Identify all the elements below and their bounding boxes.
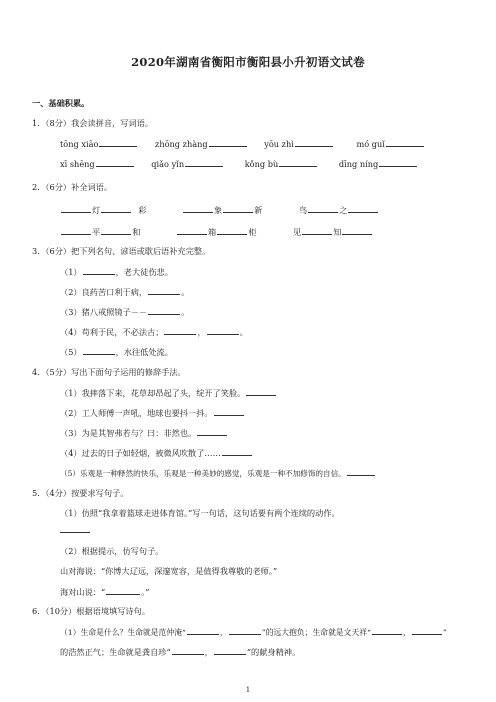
pinyin: mó guǐ — [356, 139, 385, 149]
idiom-char: 新 — [254, 205, 263, 215]
item-text: ， — [403, 628, 411, 637]
answer-blank[interactable] — [83, 346, 115, 355]
question-1-stem: 1．（8分）我会读拼音，写词语。 — [32, 118, 153, 128]
idiom-char: 柜 — [248, 227, 257, 237]
section-heading: 一、基础积累。 — [32, 98, 90, 108]
rewrite-item-1: （1）仿照“我拿着篮球走进体育馆。”写一句话，这句话要有两个连续的动作。 — [60, 508, 340, 518]
pinyin: zhōng zhàng — [155, 139, 208, 149]
idiom-char: 箱 — [208, 227, 217, 237]
answer-blank[interactable] — [61, 226, 91, 235]
pinyin: yōu zhì — [264, 139, 294, 149]
pinyin: dīng níng — [338, 159, 379, 169]
item-label: （5） — [60, 347, 82, 357]
answer-blank[interactable] — [386, 138, 424, 147]
answer-blank[interactable] — [164, 326, 196, 335]
answer-blank[interactable] — [83, 266, 115, 275]
rewrite-prompt — [60, 586, 149, 597]
answer-blank[interactable] — [347, 467, 375, 476]
idiom-char: 平 — [92, 227, 101, 237]
answer-blank[interactable] — [222, 447, 252, 456]
answer-blank[interactable] — [187, 626, 219, 635]
question-5-stem: 5．（4分）按要求写句子。 — [32, 488, 129, 498]
answer-blank[interactable] — [61, 204, 91, 213]
answer-blank[interactable] — [379, 158, 417, 167]
item-text: 海对山说：“ — [60, 587, 106, 597]
answer-blank[interactable] — [209, 138, 247, 147]
item-text: 。 — [181, 287, 190, 297]
answer-blank[interactable] — [342, 226, 372, 235]
answer-blank[interactable] — [197, 427, 227, 436]
item-text: ”的远大抱负；生命就是文天祥“ — [261, 628, 372, 637]
answer-blank[interactable] — [223, 204, 253, 213]
answer-blank[interactable] — [106, 586, 140, 595]
idiom-char: 见 — [293, 227, 302, 237]
answer-blank[interactable] — [177, 226, 207, 235]
item-label: （3）猪八戒照镜子－－ — [60, 307, 148, 317]
quote-item-4 — [60, 326, 248, 337]
answer-blank[interactable] — [99, 138, 137, 147]
pinyin-row-2 — [60, 158, 418, 169]
answer-blank[interactable] — [214, 646, 246, 655]
item-text: ，水往低处流。 — [115, 347, 173, 357]
answer-blank[interactable] — [60, 524, 90, 533]
idiom-char: 知 — [333, 227, 342, 237]
idiom-char: 象 — [214, 205, 223, 215]
item-text: ， — [204, 647, 213, 657]
question-2-stem: 2．（6分）补全词语。 — [32, 182, 113, 192]
rhetoric-item-3 — [60, 427, 228, 438]
item-text: （4）过去的日子如轻烟，被微风吹散了…… — [60, 448, 221, 458]
answer-blank[interactable] — [302, 226, 332, 235]
item-text: （2）工人师傅一声吼，地球也要抖一抖。 — [60, 408, 213, 418]
rhetoric-item-1 — [60, 387, 277, 398]
item-label: （4）苟利于民，不必法古； — [60, 327, 164, 337]
idiom-char: 和 — [132, 227, 141, 237]
answer-blank[interactable] — [96, 158, 134, 167]
answer-blank[interactable] — [148, 306, 180, 315]
item-text: ”的献身精神。 — [246, 647, 301, 657]
page-title: 2020年湖南省衡阳市衡阳县小升初语文试卷 — [131, 55, 365, 69]
item-text: 。 — [181, 307, 190, 317]
question-3-stem: 3．（6分）把下列名句、谚语或歇后语补充完整。 — [32, 246, 211, 256]
idiom-char: 之 — [339, 205, 348, 215]
answer-blank[interactable] — [172, 646, 204, 655]
answer-blank[interactable] — [229, 626, 261, 635]
answer-blank[interactable] — [308, 204, 338, 213]
answer-blank[interactable] — [185, 158, 223, 167]
item-text: （1）生命是什么？生命就是范仲淹“ — [60, 628, 186, 637]
item-text: 。 — [239, 327, 248, 337]
answer-blank[interactable] — [217, 226, 247, 235]
item-text: 。” — [141, 587, 150, 597]
answer-blank[interactable] — [101, 204, 131, 213]
pinyin: qiǎo yǐn — [151, 159, 185, 169]
page-number: 1 — [245, 686, 251, 694]
idiom-char: 灯 — [92, 205, 101, 215]
rewrite-blank-line — [60, 524, 90, 535]
item-label: （1） — [60, 267, 82, 277]
answer-blank[interactable] — [101, 226, 131, 235]
poem-line-2 — [60, 646, 300, 657]
item-text: ，老大徒伤悲。 — [115, 267, 173, 277]
example-sentence: 山对海说：“你博大辽远，深邃宽容，是值得我尊敬的老师。” — [60, 566, 278, 576]
rhetoric-item-5 — [60, 467, 376, 479]
answer-blank[interactable] — [207, 326, 239, 335]
pinyin-row-1 — [60, 138, 425, 149]
item-label: （2）良药苦口利于病， — [60, 287, 148, 297]
quote-item-5 — [60, 346, 173, 357]
idiom-char: 彩 — [138, 205, 147, 215]
poem-line-1 — [60, 626, 447, 638]
question-4-stem: 4．（5分）写出下面句子运用的修辞手法。 — [32, 367, 186, 377]
answer-blank[interactable] — [183, 204, 213, 213]
item-text: ” — [442, 628, 447, 637]
pinyin: kǒng bù — [244, 159, 279, 169]
quote-item-2 — [60, 286, 189, 297]
item-text: ， — [219, 628, 228, 637]
rhetoric-item-2 — [60, 407, 245, 418]
answer-blank[interactable] — [295, 138, 333, 147]
answer-blank[interactable] — [279, 158, 317, 167]
answer-blank[interactable] — [214, 407, 244, 416]
answer-blank[interactable] — [148, 286, 180, 295]
idiom-row-1 — [60, 204, 379, 215]
question-6-stem: 6．（10分）根据语境填写诗句。 — [32, 606, 150, 616]
answer-blank[interactable] — [372, 626, 402, 635]
item-text: ， — [197, 327, 206, 337]
idiom-row-2 — [60, 226, 373, 237]
idiom-char: 鸟 — [299, 205, 308, 215]
item-text: （1）我摔落下来，花草却昂起了头，绽开了笑脸。 — [60, 388, 246, 398]
answer-blank[interactable] — [246, 387, 276, 396]
item-text: 的浩然正气；生命就是龚自珍“ — [60, 647, 171, 657]
item-text: （5）乐观是一种释然的快乐，乐观是一种美妙的感觉，乐观是一种不加修饰的自信。 — [60, 469, 346, 478]
quote-item-1 — [60, 266, 173, 277]
rewrite-item-2: （2）根据提示，仿写句子。 — [60, 546, 164, 556]
rhetoric-item-4 — [60, 447, 253, 458]
pinyin: tōng xiāo — [60, 139, 99, 149]
pinyin: xī shēng — [60, 159, 95, 169]
quote-item-3 — [60, 306, 189, 317]
answer-blank[interactable] — [412, 626, 442, 635]
answer-blank[interactable] — [348, 204, 378, 213]
item-text: （3）为是其智弗若与？曰：非然也。 — [60, 428, 197, 438]
